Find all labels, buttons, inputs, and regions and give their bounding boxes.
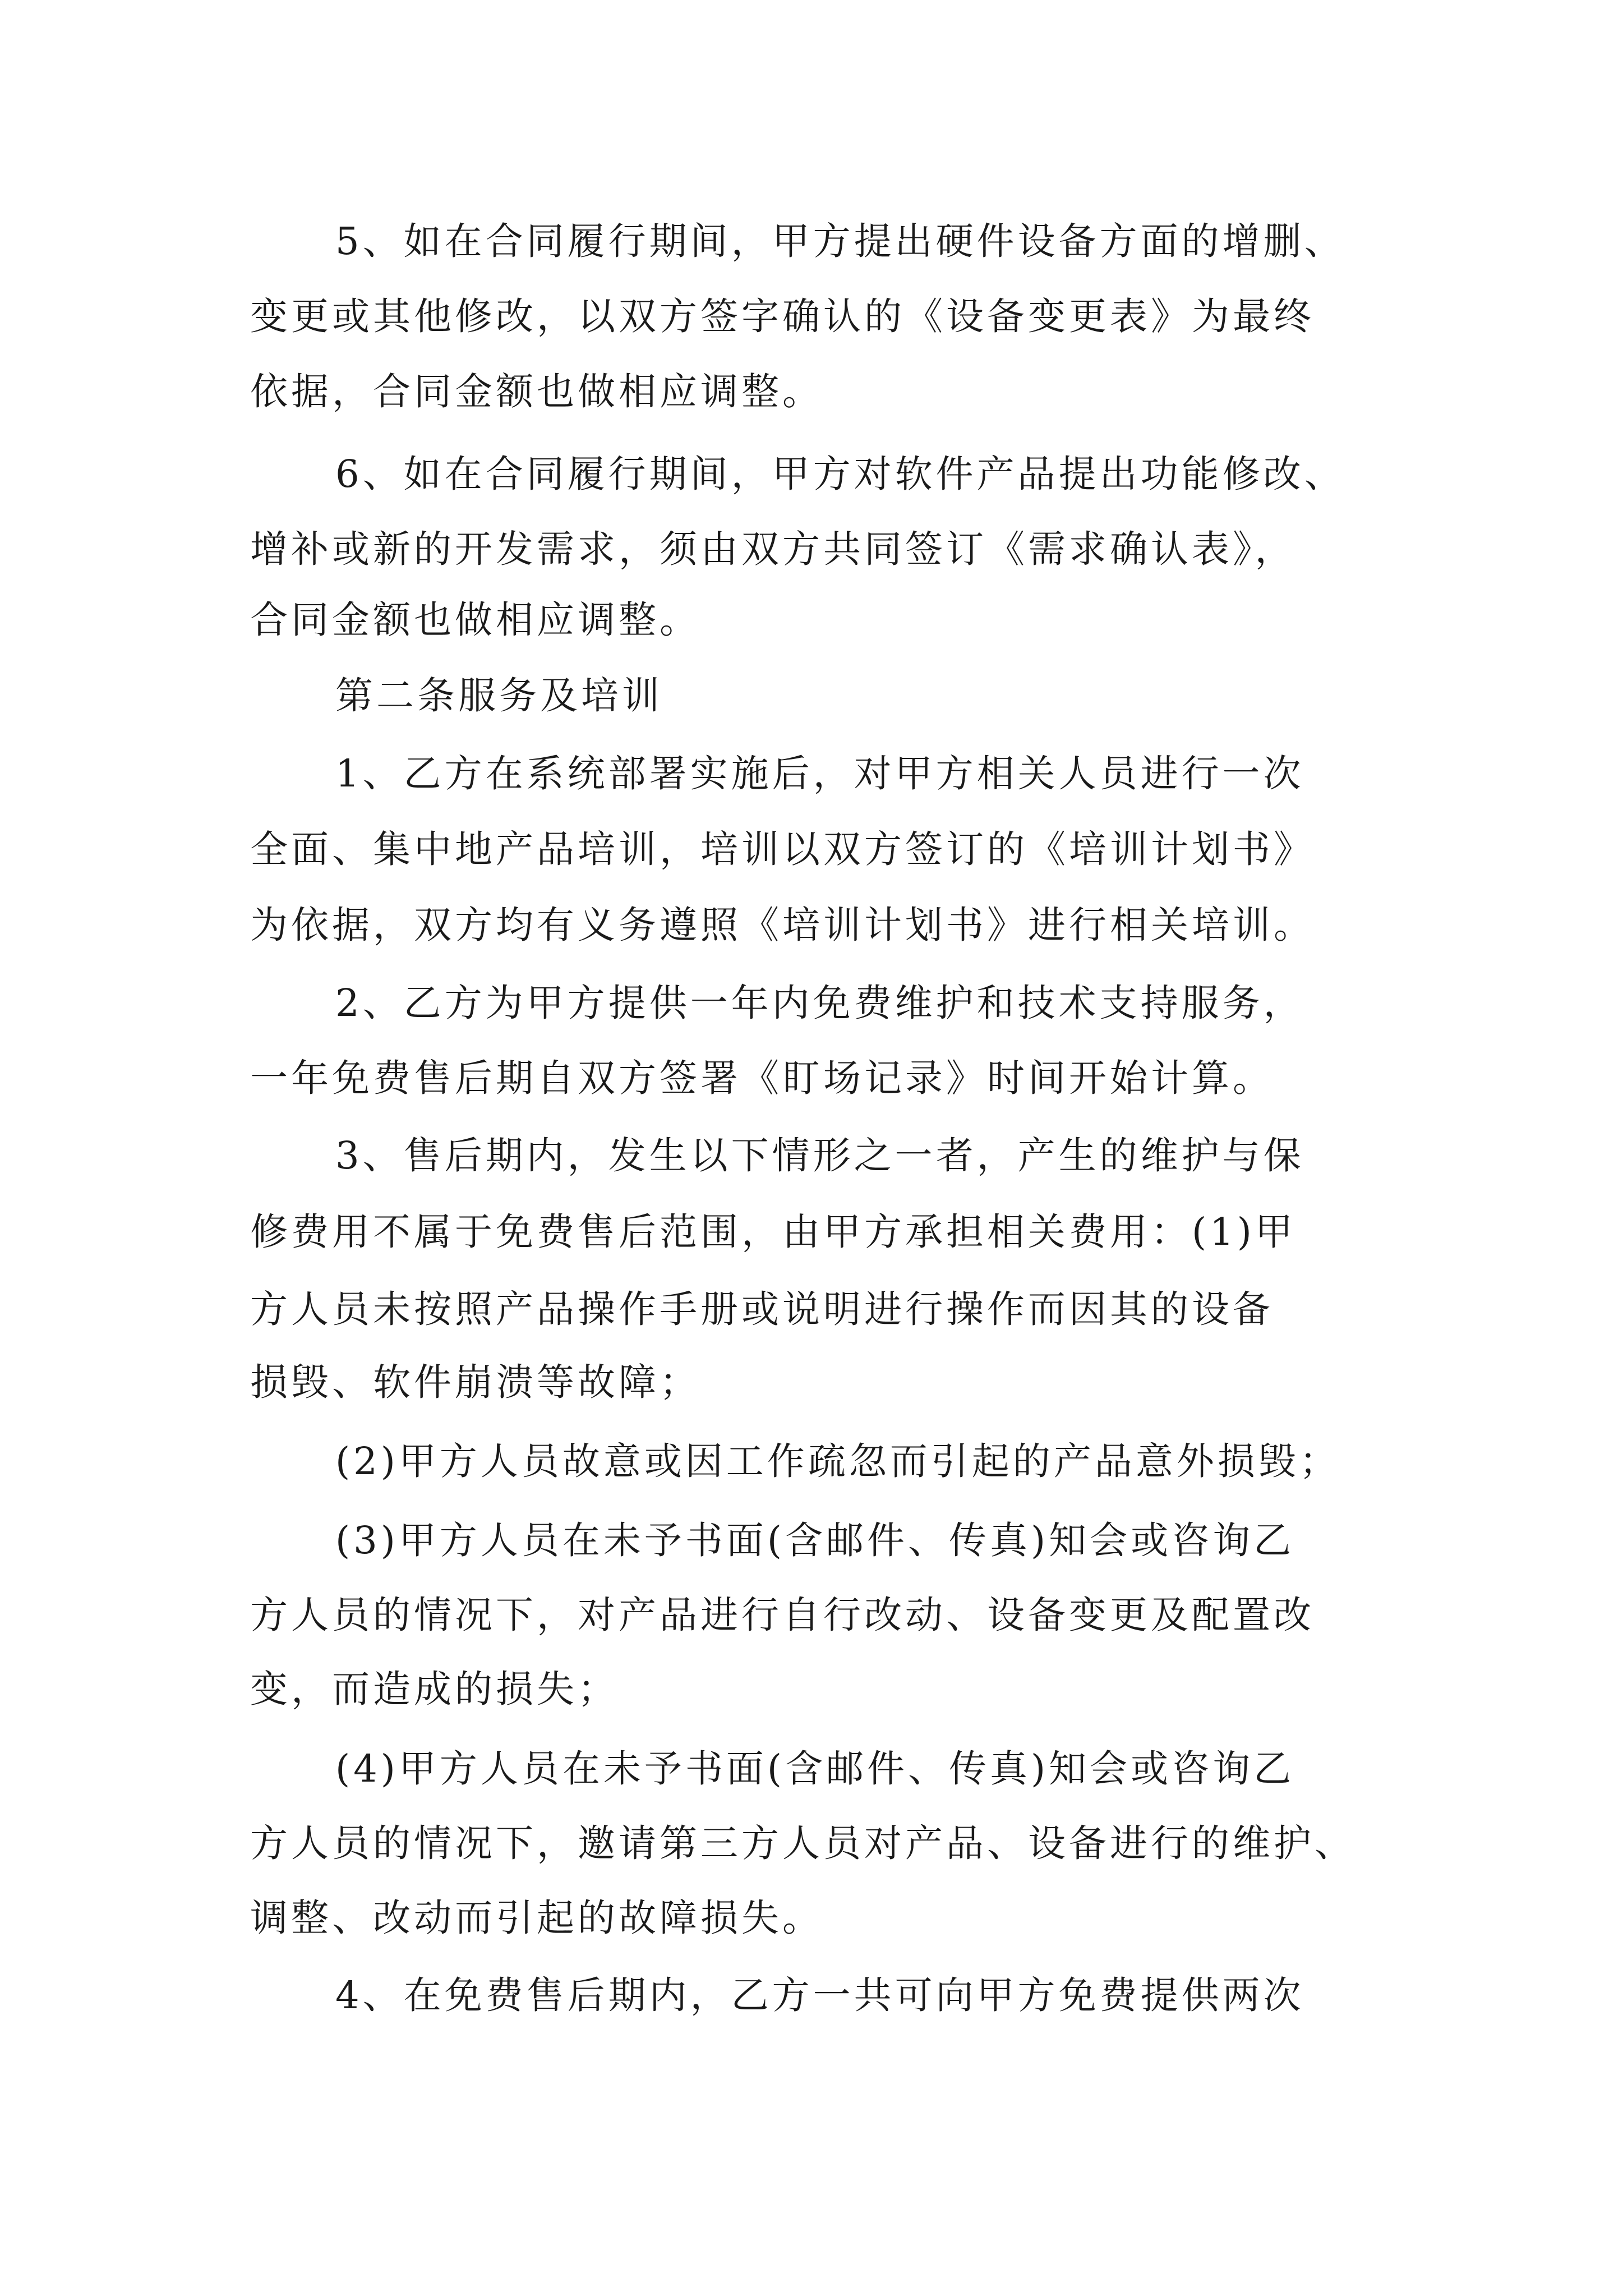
section-heading: 第二条服务及培训	[335, 674, 663, 717]
text-line: 方人员未按照产品操作手册或说明进行操作而因其的设备	[250, 1287, 1274, 1331]
text-line: 全面、集中地产品培训，培训以双方签订的《培训计划书》	[250, 827, 1315, 871]
text-line: 为依据，双方均有义务遵照《培训计划书》进行相关培训。	[250, 903, 1315, 947]
text-line: 3、售后期内，发生以下情形之一者，产生的维护与保	[335, 1134, 1304, 1177]
text-line: 方人员的情况下，邀请第三方人员对产品、设备进行的维护、	[250, 1821, 1355, 1865]
text-line: 4、在免费售后期内，乙方一共可向甲方免费提供两次	[335, 1973, 1304, 2017]
text-line: (3)甲方人员在未予书面(含邮件、传真)知会或咨询乙	[335, 1519, 1295, 1562]
text-line: 调整、改动而引起的故障损失。	[250, 1896, 823, 1940]
text-line: 变更或其他修改，以双方签字确认的《设备变更表》为最终	[250, 295, 1315, 338]
text-line: 变，而造成的损失；	[250, 1667, 619, 1711]
text-line: (4)甲方人员在未予书面(含邮件、传真)知会或咨询乙	[335, 1747, 1295, 1791]
text-line: 修费用不属于免费售后范围，由甲方承担相关费用：(1)甲	[250, 1210, 1296, 1254]
text-line: 6、如在合同履行期间，甲方对软件产品提出功能修改、	[335, 452, 1345, 496]
text-line: 一年免费售后期自双方签署《盯场记录》时间开始计算。	[250, 1056, 1274, 1100]
text-line: 依据，合同金额也做相应调整。	[250, 370, 823, 413]
text-line: (2)甲方人员故意或因工作疏忽而引起的产品意外损毁；	[335, 1439, 1340, 1483]
text-line: 合同金额也做相应调整。	[250, 598, 700, 642]
text-line: 损毁、软件崩溃等故障；	[250, 1360, 700, 1404]
text-line: 2、乙方为甲方提供一年内免费维护和技术支持服务，	[335, 981, 1304, 1025]
text-line: 5、如在合同履行期间，甲方提出硬件设备方面的增删、	[335, 219, 1345, 263]
text-line: 1、乙方在系统部署实施后，对甲方相关人员进行一次	[335, 752, 1304, 795]
text-line: 增补或新的开发需求，须由双方共同签订《需求确认表》，	[250, 527, 1296, 571]
text-line: 方人员的情况下，对产品进行自行改动、设备变更及配置改	[250, 1593, 1315, 1637]
